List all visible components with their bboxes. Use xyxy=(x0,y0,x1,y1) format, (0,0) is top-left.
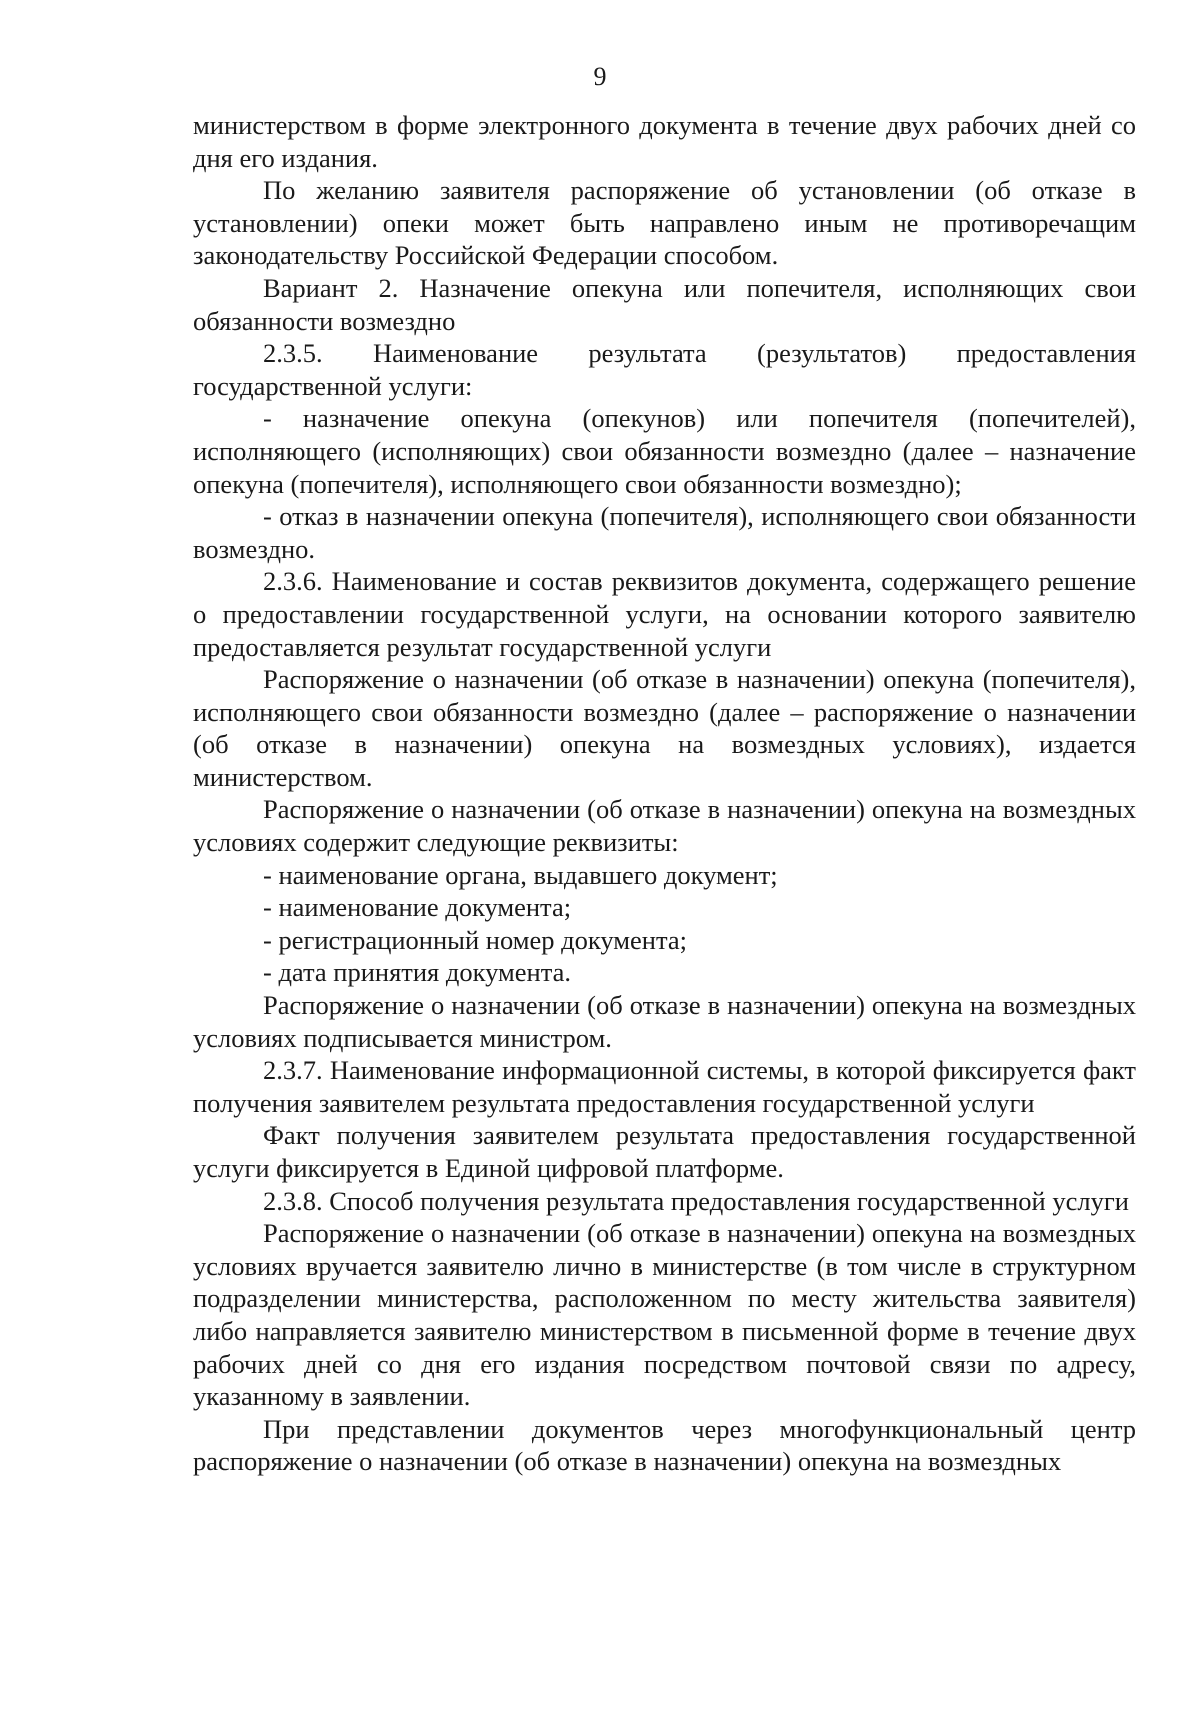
paragraph: - отказ в назначении опекуна (попечителя), исполняющего свои обязанности возмездно. xyxy=(193,501,1136,564)
paragraph: 2.3.8. Способ получения результата предоставления государственной услуги xyxy=(263,1185,1129,1216)
paragraph: 2.3.6. Наименование и состав реквизитов документа, содержащего решение о предоставлении государственной услуги, на основании которого заявителю предоставляется результат государственной услуги xyxy=(193,566,1136,662)
page-number: 9 xyxy=(593,62,607,91)
paragraph: Распоряжение о назначении (об отказе в назначении) опекуна (попечителя), исполняющего свои обязанности возмездно (далее – распоряжение о назначении (об отказе в назначении) опекуна на возмездных условиях), издается министерством. xyxy=(193,664,1136,792)
paragraph: - дата принятия документа. xyxy=(263,957,571,988)
paragraph: - назначение опекуна (опекунов) или попечителя (попечителей), исполняющего (исполняющих) свои обязанности возмездно (далее – назначение опекуна (попечителя), исполняющего свои обязанности возмездно); xyxy=(193,403,1136,499)
paragraph: - регистрационный номер документа; xyxy=(263,924,687,955)
paragraph: министерством в форме электронного документа в течение двух рабочих дней со дня его издания. xyxy=(193,110,1136,173)
paragraph: - наименование документа; xyxy=(263,892,572,923)
document-body xyxy=(193,109,1136,1478)
paragraph: 2.3.5. Наименование результата (результатов) предоставления государственной услуги: xyxy=(193,338,1136,401)
paragraph: Факт получения заявителем результата предоставления государственной услуги фиксируется в Единой цифровой платформе. xyxy=(193,1120,1136,1183)
paragraph: Распоряжение о назначении (об отказе в назначении) опекуна на возмездных условиях содержит следующие реквизиты: xyxy=(193,794,1136,858)
paragraph: 2.3.7. Наименование информационной системы, в которой фиксируется факт получения заявителем результата предоставления государственной услуги xyxy=(193,1055,1136,1118)
paragraph: - наименование органа, выдавшего документ; xyxy=(263,859,778,890)
paragraph: Распоряжение о назначении (об отказе в назначении) опекуна на возмездных условиях подписывается министром. xyxy=(193,990,1136,1053)
paragraph: По желанию заявителя распоряжение об установлении (об отказе в установлении) опеки может быть направлено иным не противоречащим законодательству Российской Федерации способом. xyxy=(193,175,1136,271)
paragraph: Вариант 2. Назначение опекуна или попечителя, исполняющих свои обязанности возмездно xyxy=(193,272,1136,336)
paragraph: Распоряжение о назначении (об отказе в назначении) опекуна на возмездных условиях вручается заявителю лично в министерстве (в том числе в структурном подразделении министерства, расположенном по месту жительства заявителя) либо направляется заявителю министерством в письменной форме в течение двух рабочих дней со дня его издания посредством почтовой связи по адресу, указанному в заявлении. xyxy=(193,1218,1136,1412)
paragraph: При представлении документов через многофункциональный центр распоряжение о назначении (об отказе в назначении) опекуна на возмездных xyxy=(193,1413,1136,1477)
